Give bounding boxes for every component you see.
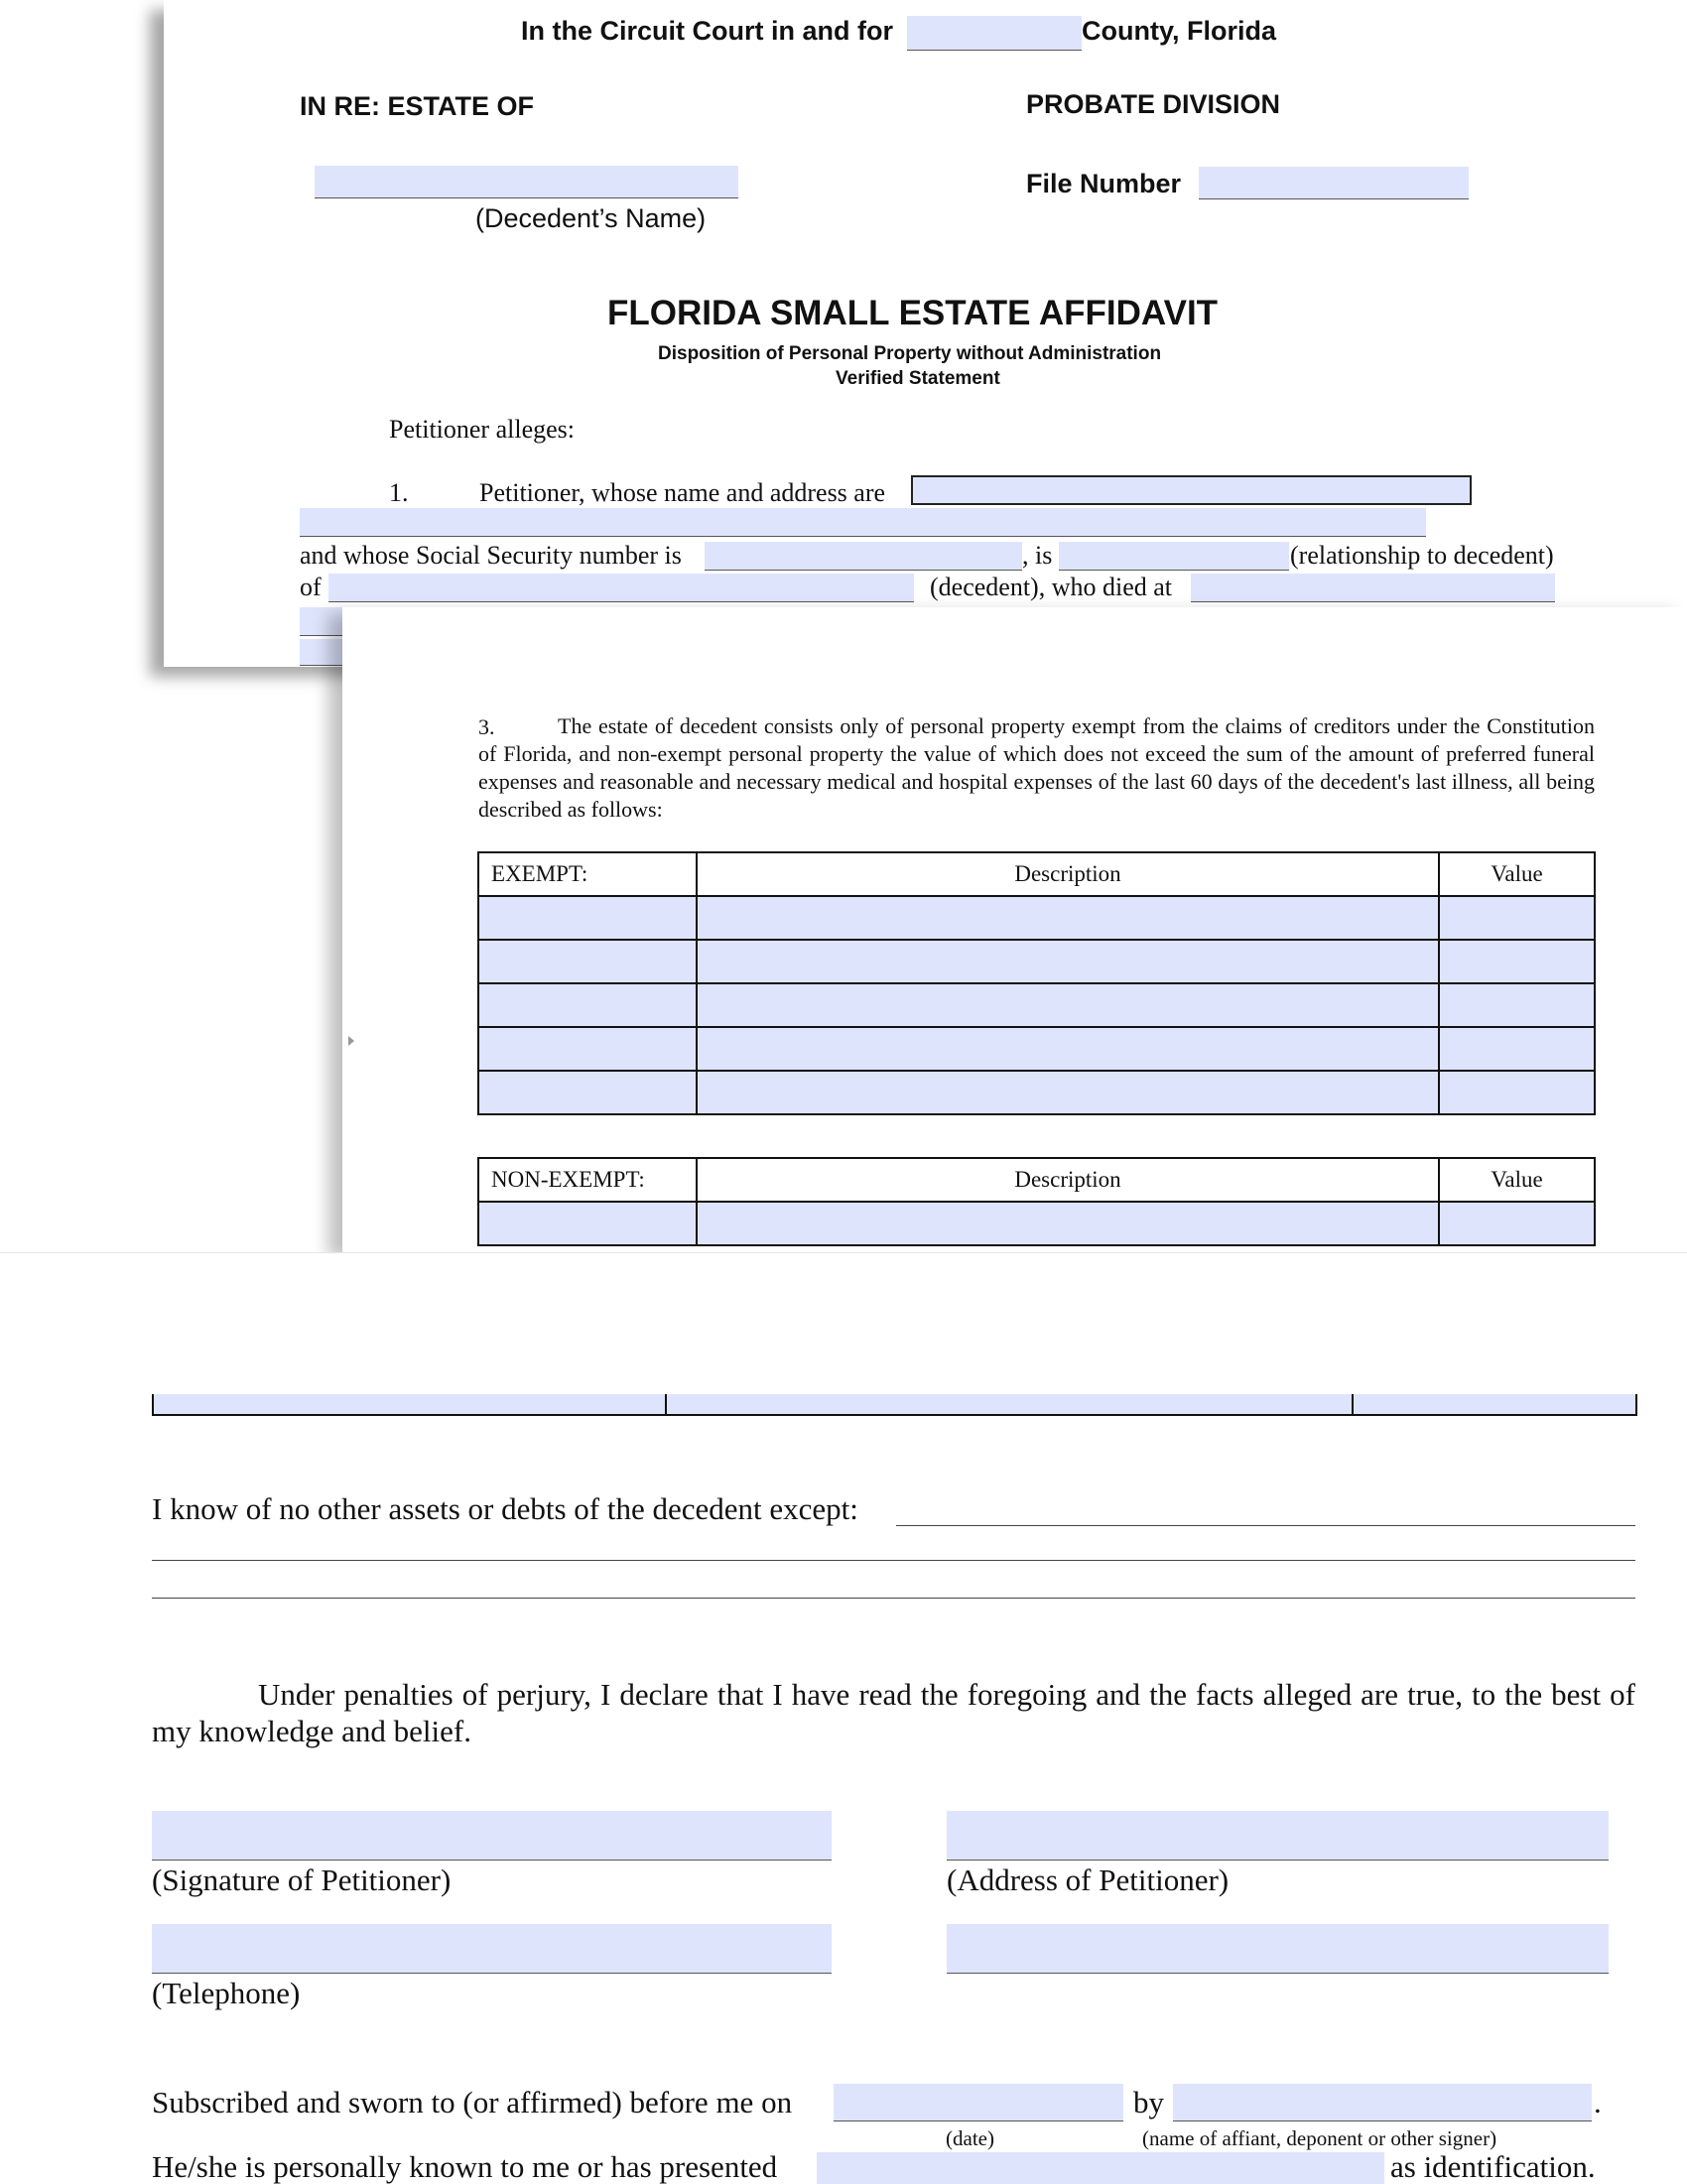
table-row <box>478 1202 1595 1245</box>
non-exempt-description-field[interactable] <box>697 1202 1439 1245</box>
exempt-item-field[interactable] <box>478 983 697 1027</box>
other-assets-line-3[interactable] <box>152 1598 1635 1599</box>
non-exempt-header: NON-EXEMPT: <box>478 1158 697 1202</box>
petitioner-address-field[interactable] <box>300 508 1426 537</box>
exempt-description-field[interactable] <box>697 1027 1439 1071</box>
exempt-header: EXEMPT: <box>478 852 697 896</box>
exempt-item-field[interactable] <box>478 1071 697 1114</box>
signer-caption: (name of affiant, deponent or other signer) <box>1142 2126 1497 2150</box>
signature-field[interactable] <box>152 1811 832 1861</box>
exempt-description-field[interactable] <box>697 983 1439 1027</box>
ssn-field[interactable] <box>705 542 1022 571</box>
decedent-name-caption: (Decedent’s Name) <box>475 203 707 233</box>
relationship-field[interactable] <box>1059 542 1289 571</box>
exempt-item-field[interactable] <box>478 896 697 940</box>
signer-name-field[interactable] <box>1173 2084 1592 2121</box>
decedent-field[interactable] <box>328 574 914 602</box>
identification-text: as identification. <box>1390 2149 1596 2184</box>
address-field[interactable] <box>947 1811 1609 1861</box>
decedent-name-field[interactable] <box>315 166 738 198</box>
address-field-2[interactable] <box>947 1924 1609 1974</box>
county-field[interactable] <box>907 16 1082 51</box>
non-exempt-description-header: Description <box>697 1158 1439 1202</box>
petitioner-alleges-text: Petitioner alleges: <box>389 415 576 444</box>
is-text: , is <box>1022 541 1053 570</box>
exempt-description-header: Description <box>697 852 1439 896</box>
place-of-death-field[interactable] <box>1191 574 1555 602</box>
table-row <box>478 940 1595 983</box>
non-exempt-value-header: Value <box>1439 1158 1595 1202</box>
exempt-description-field[interactable] <box>697 1071 1439 1114</box>
item-1-number: 1. <box>389 478 409 507</box>
form-subtitle-2: Verified Statement <box>836 368 1000 389</box>
exempt-description-field[interactable] <box>697 940 1439 983</box>
table-row <box>478 983 1595 1027</box>
table-row <box>478 1027 1595 1071</box>
in-re-estate-label: IN RE: ESTATE OF <box>300 91 534 121</box>
by-text: by <box>1133 2085 1164 2120</box>
court-heading-prefix: In the Circuit Court in and for <box>521 16 893 46</box>
other-assets-line-2[interactable] <box>152 1560 1635 1561</box>
other-assets-line-1[interactable] <box>896 1525 1635 1526</box>
sworn-date-field[interactable] <box>834 2084 1123 2121</box>
probate-division-label: PROBATE DIVISION <box>1026 89 1281 119</box>
other-assets-text: I know of no other assets or debts of the decedent except: <box>152 1491 858 1526</box>
sworn-text: Subscribed and sworn to (or affirmed) before me on <box>152 2085 793 2120</box>
exempt-item-field[interactable] <box>478 940 697 983</box>
form-page-1 <box>164 0 1687 667</box>
decedent-died-at-text: (decedent), who died at <box>930 573 1173 601</box>
exempt-value-field[interactable] <box>1439 896 1595 940</box>
table-row <box>478 896 1595 940</box>
telephone-field[interactable] <box>152 1924 832 1974</box>
date-caption: (date) <box>946 2126 994 2150</box>
collapse-marker-icon[interactable] <box>348 1036 354 1046</box>
ssn-text: and whose Social Security number is <box>300 541 682 570</box>
table-row <box>478 1071 1595 1114</box>
table-divider <box>665 1394 667 1416</box>
form-page-2 <box>342 607 1687 1252</box>
signature-caption: (Signature of Petitioner) <box>152 1863 452 1897</box>
telephone-caption: (Telephone) <box>152 1976 301 2010</box>
exempt-value-field[interactable] <box>1439 1027 1595 1071</box>
form-subtitle-1: Disposition of Personal Property without Administration <box>658 343 1162 364</box>
item-1-text: Petitioner, whose name and address are <box>479 478 886 507</box>
known-text: He/she is personally known to me or has presented <box>152 2149 778 2184</box>
relationship-caption: (relationship to decedent) <box>1290 541 1554 570</box>
exempt-value-field[interactable] <box>1439 983 1595 1027</box>
non-exempt-value-field[interactable] <box>1439 1202 1595 1245</box>
exempt-value-header: Value <box>1439 852 1595 896</box>
sworn-period: . <box>1594 2085 1602 2120</box>
form-page-3 <box>0 1252 1687 2184</box>
item-3-number: 3. <box>478 714 495 739</box>
perjury-statement: Under penalties of perjury, I declare that I have read the foregoing and the facts alleged are true, to the best of my knowledge and belief. <box>152 1677 1635 1748</box>
exempt-description-field[interactable] <box>697 896 1439 940</box>
exempt-value-field[interactable] <box>1439 1071 1595 1114</box>
identification-field[interactable] <box>817 2152 1384 2184</box>
file-number-field[interactable] <box>1199 167 1469 199</box>
non-exempt-table <box>477 1157 1596 1246</box>
form-title: FLORIDA SMALL ESTATE AFFIDAVIT <box>607 294 1219 332</box>
table-divider <box>1352 1394 1354 1416</box>
table-bottom-row <box>152 1394 1637 1416</box>
court-heading-suffix: County, Florida <box>1082 16 1276 46</box>
of-text: of <box>300 573 322 601</box>
item-3-text: The estate of decedent consists only of personal property exempt from the claims of creditors under the Constitution of Florida, and non-exempt personal property the value of which does not exceed the sum of the amount of preferred funeral expenses and reasonable and necessary medical and hospital expenses of the last 60 days of the decedent's last illness, all being described as follows: <box>478 713 1595 822</box>
file-number-label: File Number <box>1026 169 1182 198</box>
exempt-item-field[interactable] <box>478 1027 697 1071</box>
exempt-value-field[interactable] <box>1439 940 1595 983</box>
petitioner-name-address-field[interactable] <box>911 475 1472 505</box>
address-caption: (Address of Petitioner) <box>947 1863 1230 1897</box>
exempt-table <box>477 851 1596 1115</box>
non-exempt-item-field[interactable] <box>478 1202 697 1245</box>
